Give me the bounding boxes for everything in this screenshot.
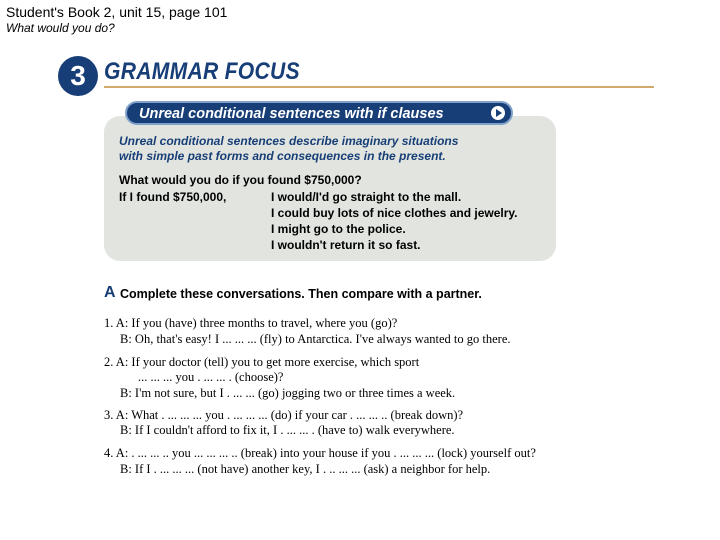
page-title: Student's Book 2, unit 15, page 101	[6, 4, 228, 20]
exercise-instruction: Complete these conversations. Then compare with a partner.	[120, 287, 482, 301]
exercise-line: 3. A: What . ... ... ... you . ... ... ... (do) if your car . ... ... .. (break down)?	[104, 408, 464, 422]
exercise-line: ... ... ... you . ... ... . (choose)?	[138, 370, 284, 384]
grammar-if-clause: If I found $750,000,	[119, 190, 227, 204]
exercise-line: B: If I couldn't afford to fix it, I . ... ... . (have to) walk everywhere.	[120, 423, 455, 437]
grammar-heading: Unreal conditional sentences with if clauses	[139, 106, 444, 122]
section-title: GRAMMAR FOCUS	[104, 58, 300, 85]
grammar-heading-pill	[125, 101, 513, 125]
grammar-description-line-1: Unreal conditional sentences describe imaginary situations	[119, 134, 459, 148]
arrow-right-icon	[491, 106, 505, 120]
exercise-line: 1. A: If you (have) three months to travel, where you (go)?	[104, 316, 398, 330]
grammar-description-line-2: with simple past forms and consequences in the present.	[119, 149, 446, 163]
exercise-line: B: I'm not sure, but I . ... ... (go) jogging two or three times a week.	[120, 386, 456, 400]
grammar-example-question: What would you do if you found $750,000?	[119, 173, 362, 187]
grammar-result-2: I could buy lots of nice clothes and jewelry.	[271, 206, 518, 220]
grammar-result-4: I wouldn't return it so fast.	[271, 238, 421, 252]
section-number-badge: 3	[58, 56, 98, 96]
grammar-result-3: I might go to the police.	[271, 222, 406, 236]
exercise-line: B: If I . ... ... ... (not have) another key, I . .. ... ... (ask) a neighbor for help.	[120, 462, 491, 476]
exercise-letter: A	[104, 284, 116, 301]
exercise-line: B: Oh, that's easy! I ... ... ... (fly) to Antarctica. I've always wanted to go there.	[120, 332, 511, 346]
exercise-line: 2. A: If your doctor (tell) you to get more exercise, which sport	[104, 355, 420, 369]
page-subtitle: What would you do?	[6, 21, 115, 35]
exercise-line: 4. A: . ... ... .. you ... ... ... .. (break) into your house if you . ... ... ... (lock) yourself out?	[104, 446, 536, 460]
grammar-result-1: I would/I'd go straight to the mall.	[271, 190, 462, 204]
section-divider	[104, 86, 654, 88]
